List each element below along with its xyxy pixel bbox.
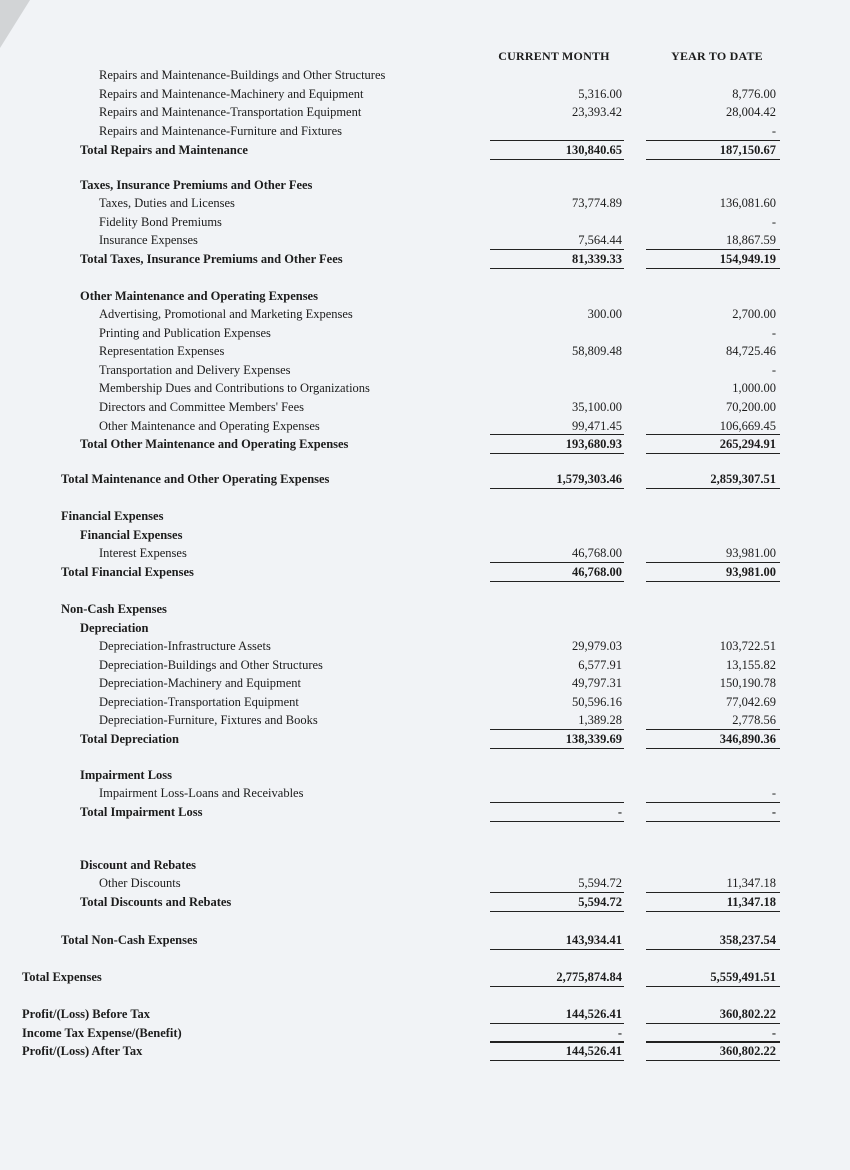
total-row xyxy=(0,856,850,874)
line-item-row xyxy=(0,417,850,435)
year-to-date-value: 2,700.00 xyxy=(732,307,776,321)
current-month-value: 300.00 xyxy=(587,307,622,321)
current-month-value: 58,809.48 xyxy=(572,344,622,358)
total-row xyxy=(0,619,850,637)
line-item-row xyxy=(0,711,850,729)
line-item-row xyxy=(0,66,850,84)
row-label: Financial Expenses xyxy=(80,528,183,542)
total-row xyxy=(0,730,850,748)
year-to-date-value: 360,802.22 xyxy=(719,1007,776,1021)
year-to-date-value: 5,559,491.51 xyxy=(710,970,776,984)
line-item-row xyxy=(0,342,850,360)
row-label: Taxes, Insurance Premiums and Other Fees xyxy=(80,178,313,192)
subtotal-rule xyxy=(490,249,624,250)
total-rule xyxy=(490,453,624,454)
year-to-date-value: - xyxy=(771,326,776,340)
header-year-to-date: YEAR TO DATE xyxy=(671,49,763,63)
row-label: Repairs and Maintenance-Machinery and Equipment xyxy=(99,87,364,101)
total-row xyxy=(0,968,850,986)
current-month-value: 46,768.00 xyxy=(572,546,622,560)
total-row xyxy=(0,470,850,488)
row-label: Total Impairment Loss xyxy=(80,805,203,819)
total-rule xyxy=(646,949,780,950)
year-to-date-value: 2,778.56 xyxy=(732,713,776,727)
row-label: Financial Expenses xyxy=(61,509,164,523)
total-rule xyxy=(490,949,624,950)
subtotal-rule xyxy=(490,140,624,141)
total-rule xyxy=(490,1023,624,1024)
total-row xyxy=(0,176,850,194)
year-to-date-value: 77,042.69 xyxy=(726,695,776,709)
subtotal-rule xyxy=(646,892,780,893)
total-row xyxy=(0,893,850,911)
line-item-row xyxy=(0,693,850,711)
total-rule xyxy=(490,159,624,160)
year-to-date-value: 2,859,307.51 xyxy=(710,472,776,486)
total-row xyxy=(0,766,850,784)
current-month-value: - xyxy=(617,805,622,819)
total-rule xyxy=(646,821,780,822)
year-to-date-value: 265,294.91 xyxy=(719,437,776,451)
year-to-date-value: 346,890.36 xyxy=(719,732,776,746)
current-month-value: 1,389.28 xyxy=(578,713,622,727)
total-row xyxy=(0,526,850,544)
row-label: Repairs and Maintenance-Furniture and Fixtures xyxy=(99,124,342,138)
subtotal-rule xyxy=(646,729,780,730)
line-item-row xyxy=(0,305,850,323)
subtotal-rule xyxy=(490,434,624,435)
line-item-row xyxy=(0,637,850,655)
current-month-value: 46,768.00 xyxy=(572,565,622,579)
total-row xyxy=(0,803,850,821)
current-month-value: - xyxy=(617,1026,622,1040)
row-label: Total Other Maintenance and Operating Expenses xyxy=(80,437,349,451)
total-row xyxy=(0,287,850,305)
current-month-value: 144,526.41 xyxy=(565,1044,622,1058)
subtotal-rule xyxy=(646,562,780,563)
row-label: Income Tax Expense/(Benefit) xyxy=(22,1026,182,1040)
current-month-value: 49,797.31 xyxy=(572,676,622,690)
year-to-date-value: 28,004.42 xyxy=(726,105,776,119)
total-rule xyxy=(646,453,780,454)
row-label: Taxes, Duties and Licenses xyxy=(99,196,235,210)
row-label: Depreciation xyxy=(80,621,149,635)
line-item-row xyxy=(0,194,850,212)
row-label: Repairs and Maintenance-Buildings and Other Structures xyxy=(99,68,386,82)
current-month-value: 99,471.45 xyxy=(572,419,622,433)
total-row xyxy=(0,1005,850,1023)
subtotal-rule xyxy=(646,140,780,141)
year-to-date-value: - xyxy=(771,786,776,800)
line-item-row xyxy=(0,398,850,416)
year-to-date-value: - xyxy=(771,215,776,229)
year-to-date-value: 358,237.54 xyxy=(719,933,776,947)
row-label: Depreciation-Furniture, Fixtures and Books xyxy=(99,713,318,727)
subtotal-rule xyxy=(646,802,780,803)
current-month-value: 130,840.65 xyxy=(565,143,622,157)
current-month-value: 81,339.33 xyxy=(572,252,622,266)
row-label: Discount and Rebates xyxy=(80,858,196,872)
total-rule xyxy=(646,986,780,987)
line-item-row xyxy=(0,784,850,802)
row-label: Repairs and Maintenance-Transportation Equipment xyxy=(99,105,362,119)
row-label: Representation Expenses xyxy=(99,344,225,358)
total-rule xyxy=(646,159,780,160)
current-month-value: 138,339.69 xyxy=(565,732,622,746)
current-month-value: 23,393.42 xyxy=(572,105,622,119)
line-item-row xyxy=(0,324,850,342)
line-item-row xyxy=(0,361,850,379)
total-rule xyxy=(646,1060,780,1061)
row-label: Total Taxes, Insurance Premiums and Other Fees xyxy=(80,252,343,266)
total-rule xyxy=(490,581,624,582)
current-month-value: 7,564.44 xyxy=(578,233,622,247)
year-to-date-value: 150,190.78 xyxy=(719,676,776,690)
current-month-value: 50,596.16 xyxy=(572,695,622,709)
year-to-date-value: - xyxy=(771,805,776,819)
row-label: Depreciation-Infrastructure Assets xyxy=(99,639,271,653)
subtotal-rule xyxy=(490,562,624,563)
row-label: Total Depreciation xyxy=(80,732,179,746)
total-row xyxy=(0,1024,850,1042)
year-to-date-value: 187,150.67 xyxy=(719,143,776,157)
subtotal-rule xyxy=(490,802,624,803)
current-month-value: 1,579,303.46 xyxy=(556,472,622,486)
total-rule xyxy=(490,911,624,912)
total-rule xyxy=(490,1060,624,1061)
line-item-row xyxy=(0,656,850,674)
year-to-date-value: 11,347.18 xyxy=(726,876,776,890)
current-month-value: 143,934.41 xyxy=(565,933,622,947)
row-label: Fidelity Bond Premiums xyxy=(99,215,222,229)
row-label: Other Discounts xyxy=(99,876,181,890)
year-to-date-value: 93,981.00 xyxy=(726,546,776,560)
total-rule xyxy=(490,1042,624,1043)
current-month-value: 73,774.89 xyxy=(572,196,622,210)
year-to-date-value: 8,776.00 xyxy=(732,87,776,101)
subtotal-rule xyxy=(490,729,624,730)
year-to-date-value: - xyxy=(771,124,776,138)
row-label: Total Discounts and Rebates xyxy=(80,895,232,909)
current-month-value: 5,594.72 xyxy=(578,876,622,890)
line-item-row xyxy=(0,103,850,121)
total-row xyxy=(0,1042,850,1060)
line-item-row xyxy=(0,85,850,103)
subtotal-rule xyxy=(646,249,780,250)
line-item-row xyxy=(0,874,850,892)
current-month-value: 144,526.41 xyxy=(565,1007,622,1021)
year-to-date-value: 106,669.45 xyxy=(719,419,776,433)
row-label: Profit/(Loss) Before Tax xyxy=(22,1007,151,1021)
year-to-date-value: 360,802.22 xyxy=(719,1044,776,1058)
row-label: Other Maintenance and Operating Expenses xyxy=(80,289,318,303)
row-label: Impairment Loss xyxy=(80,768,173,782)
row-label: Depreciation-Buildings and Other Structures xyxy=(99,658,323,672)
line-item-row xyxy=(0,231,850,249)
row-label: Printing and Publication Expenses xyxy=(99,326,271,340)
row-label: Depreciation-Transportation Equipment xyxy=(99,695,299,709)
total-rule xyxy=(646,748,780,749)
row-label: Non-Cash Expenses xyxy=(61,602,167,616)
row-label: Depreciation-Machinery and Equipment xyxy=(99,676,302,690)
row-label: Interest Expenses xyxy=(99,546,187,560)
line-item-row xyxy=(0,544,850,562)
total-row xyxy=(0,250,850,268)
total-rule xyxy=(646,268,780,269)
total-row xyxy=(0,141,850,159)
row-label: Total Non-Cash Expenses xyxy=(61,933,198,947)
header-current-month: CURRENT MONTH xyxy=(498,49,610,63)
year-to-date-value: 1,000.00 xyxy=(732,381,776,395)
total-row xyxy=(0,563,850,581)
row-label: Total Maintenance and Other Operating Expenses xyxy=(61,472,330,486)
total-rule xyxy=(646,488,780,489)
row-label: Insurance Expenses xyxy=(99,233,198,247)
line-item-row xyxy=(0,213,850,231)
total-rule xyxy=(646,911,780,912)
total-rule xyxy=(490,821,624,822)
year-to-date-value: 93,981.00 xyxy=(726,565,776,579)
row-label: Other Maintenance and Operating Expenses xyxy=(99,419,320,433)
line-item-row xyxy=(0,379,850,397)
total-rule xyxy=(490,748,624,749)
row-label: Total Financial Expenses xyxy=(61,565,194,579)
current-month-value: 35,100.00 xyxy=(572,400,622,414)
year-to-date-value: 103,722.51 xyxy=(719,639,776,653)
total-rule xyxy=(490,986,624,987)
row-label: Directors and Committee Members' Fees xyxy=(99,400,304,414)
line-item-row xyxy=(0,122,850,140)
year-to-date-value: 70,200.00 xyxy=(726,400,776,414)
row-label: Impairment Loss-Loans and Receivables xyxy=(99,786,304,800)
total-row xyxy=(0,600,850,618)
current-month-value: 6,577.91 xyxy=(578,658,622,672)
year-to-date-value: 13,155.82 xyxy=(726,658,776,672)
year-to-date-value: - xyxy=(771,363,776,377)
total-rule xyxy=(646,581,780,582)
folded-corner xyxy=(0,0,30,48)
year-to-date-value: 154,949.19 xyxy=(719,252,776,266)
year-to-date-value: - xyxy=(771,1026,776,1040)
total-row xyxy=(0,931,850,949)
year-to-date-value: 11,347.18 xyxy=(726,895,776,909)
total-rule xyxy=(490,268,624,269)
row-label: Total Expenses xyxy=(22,970,102,984)
row-label: Profit/(Loss) After Tax xyxy=(22,1044,143,1058)
year-to-date-value: 18,867.59 xyxy=(726,233,776,247)
row-label: Membership Dues and Contributions to Organizations xyxy=(99,381,370,395)
current-month-value: 193,680.93 xyxy=(565,437,622,451)
current-month-value: 5,594.72 xyxy=(578,895,622,909)
row-label: Advertising, Promotional and Marketing Expenses xyxy=(99,307,353,321)
year-to-date-value: 136,081.60 xyxy=(719,196,776,210)
current-month-value: 29,979.03 xyxy=(572,639,622,653)
total-row xyxy=(0,507,850,525)
line-item-row xyxy=(0,674,850,692)
current-month-value: 2,775,874.84 xyxy=(556,970,622,984)
row-label: Total Repairs and Maintenance xyxy=(80,143,248,157)
total-rule xyxy=(646,1042,780,1043)
row-label: Transportation and Delivery Expenses xyxy=(99,363,291,377)
current-month-value: 5,316.00 xyxy=(578,87,622,101)
subtotal-rule xyxy=(646,434,780,435)
total-rule xyxy=(646,1023,780,1024)
total-row xyxy=(0,435,850,453)
subtotal-rule xyxy=(490,892,624,893)
year-to-date-value: 84,725.46 xyxy=(726,344,776,358)
total-rule xyxy=(490,488,624,489)
